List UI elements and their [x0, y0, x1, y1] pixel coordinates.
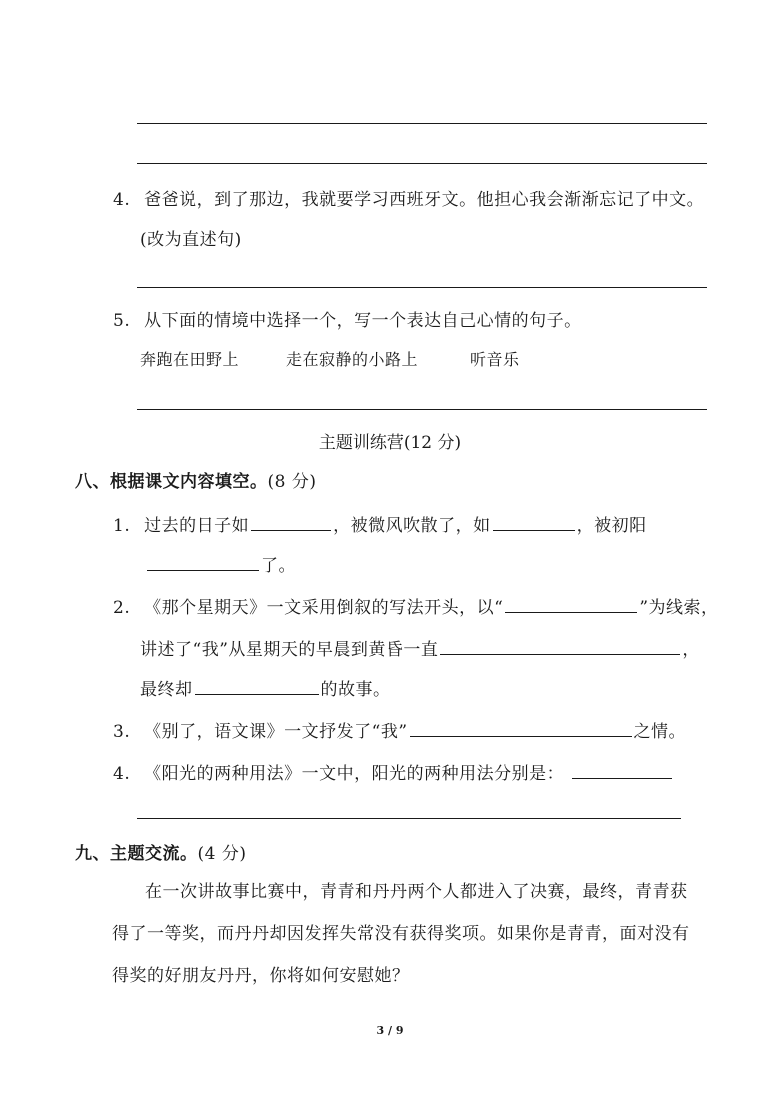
section-9-heading	[75, 842, 246, 866]
fill-blank[interactable]	[147, 552, 259, 571]
section-8-heading	[75, 470, 316, 494]
item-number: 2.	[113, 598, 131, 618]
answer-line[interactable]	[137, 409, 707, 410]
question-number: 5.	[113, 311, 131, 331]
fill-item-3	[113, 718, 686, 744]
item-number: 4.	[113, 764, 131, 784]
item-text: ，	[682, 640, 700, 660]
answer-line[interactable]	[137, 163, 707, 164]
item-text: 《那个星期天》一文采用倒叙的写法开头，以“	[144, 598, 504, 618]
page-number: 3 / 9	[376, 1024, 404, 1037]
item-number: 3.	[113, 722, 131, 742]
fill-blank[interactable]	[195, 676, 319, 695]
question-text: 爸爸说，到了那边，我就要学习西班牙文。他担心我会渐渐忘记了中文。	[144, 190, 705, 210]
question-4-instruction: (改为直述句)	[140, 230, 242, 250]
item-text: 讲述了“我”从星期天的早晨到黄昏一直	[140, 640, 439, 660]
fill-item-1	[113, 512, 647, 538]
item-text: ，被微风吹散了，如	[333, 516, 491, 536]
item-text: 《阳光的两种用法》一文中，阳光的两种用法分别是：	[144, 764, 565, 784]
section-title: 主题训练营(12 分)	[318, 433, 462, 453]
fill-item-2-line2	[140, 636, 700, 662]
fill-item-1-cont	[145, 552, 296, 578]
fill-blank[interactable]	[493, 512, 575, 531]
item-text: ，被初阳	[576, 516, 647, 536]
item-text: 最终却	[140, 680, 193, 700]
item-text: 了。	[261, 556, 296, 576]
item-text: 之情。	[633, 722, 687, 742]
fill-item-2	[113, 594, 719, 620]
fill-blank[interactable]	[505, 594, 637, 613]
section-label: 八、根据课文内容填空。	[75, 472, 268, 492]
paragraph-line: 得奖的好朋友丹丹，你将如何安慰她？	[112, 966, 410, 986]
fill-blank[interactable]	[410, 718, 632, 737]
question-number: 4.	[113, 190, 131, 210]
answer-line[interactable]	[137, 818, 681, 819]
question-4	[113, 188, 704, 212]
section-label: 九、主题交流。	[75, 844, 198, 864]
fill-blank[interactable]	[572, 760, 672, 779]
paragraph-line: 得了一等奖，而丹丹却因发挥失常没有获得奖项。如果你是青青，面对没有	[112, 924, 690, 944]
question-5	[113, 309, 582, 333]
item-number: 1.	[113, 516, 131, 536]
fill-item-4	[113, 760, 674, 786]
fill-blank[interactable]	[251, 512, 331, 531]
answer-line[interactable]	[137, 123, 707, 124]
item-text: ”为线索，	[639, 598, 719, 618]
option-1: 奔跑在田野上	[140, 350, 240, 369]
item-text: 的故事。	[320, 680, 391, 700]
section-score: (4 分)	[197, 844, 247, 864]
option-2: 走在寂静的小路上	[286, 350, 419, 369]
fill-blank[interactable]	[440, 636, 680, 655]
paragraph-line: 在一次讲故事比赛中，青青和丹丹两个人都进入了决赛，最终，青青获	[145, 882, 688, 902]
option-3: 听音乐	[470, 350, 520, 369]
answer-line[interactable]	[137, 287, 707, 288]
item-text: 过去的日子如	[144, 516, 250, 536]
fill-item-2-line3	[140, 676, 391, 702]
item-text: 《别了，语文课》一文抒发了“我”	[144, 722, 408, 742]
question-text: 从下面的情境中选择一个，写一个表达自己心情的句子。	[144, 311, 582, 331]
section-score: (8 分)	[267, 472, 317, 492]
